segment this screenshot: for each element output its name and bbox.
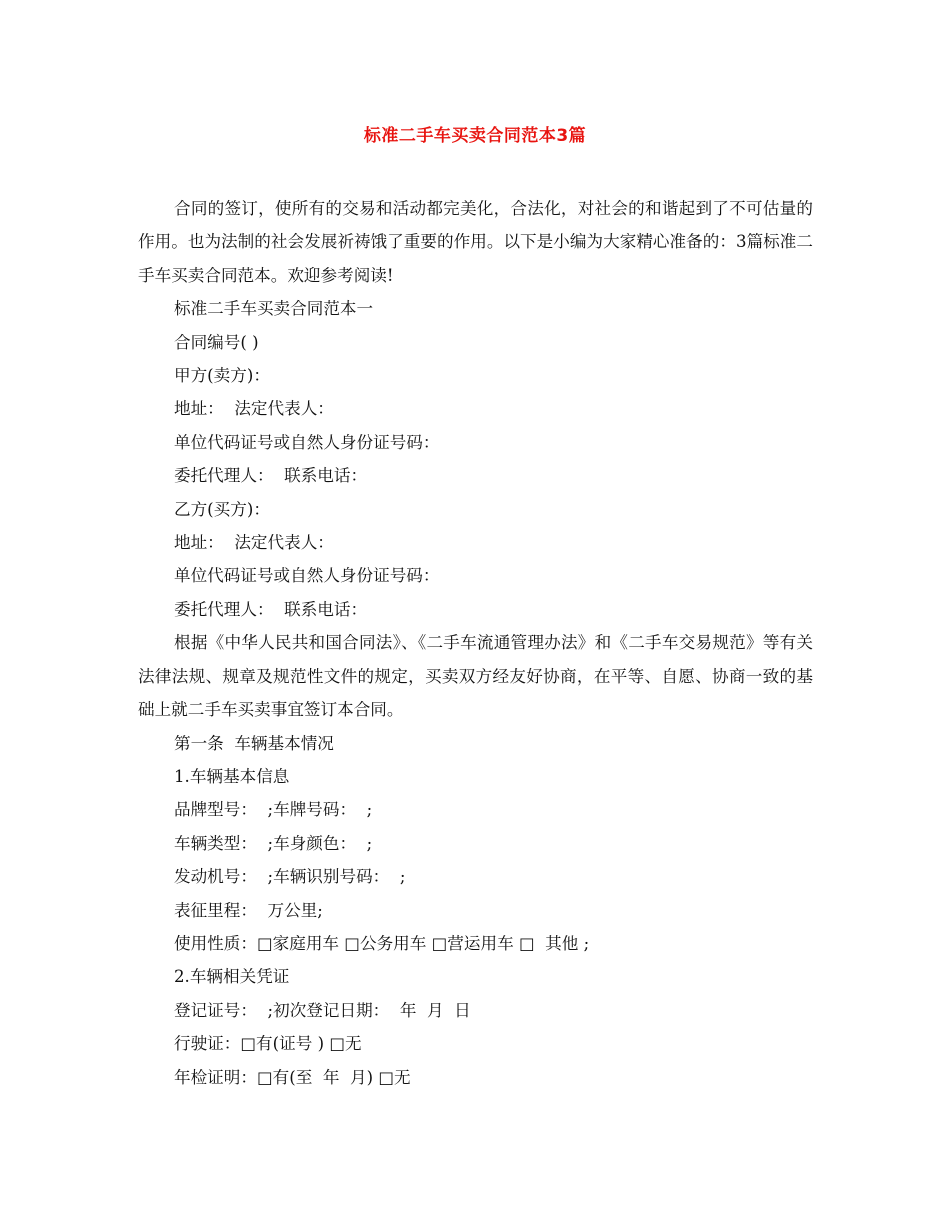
basis-paragraph: 根据《中华人民共和国合同法》、《二手车流通管理办法》和《二手车交易规范》等有关法律法规、规章及规范性文件的规定，买卖双方经友好协商，在平等、自愿、协商一致的基础上就二手车买卖事宜签订本合同。 (138, 633, 813, 720)
brand-plate-line: 品牌型号： ;车牌号码： ; (174, 800, 373, 820)
party-b-agent-line: 委托代理人： 联系电话： (174, 599, 368, 619)
mileage-line: 表征里程： 万公里; (174, 900, 323, 920)
vehicle-documents-heading: 2.车辆相关凭证 (174, 967, 290, 987)
party-b-address-line: 地址： 法定代表人： (174, 533, 334, 553)
party-a-agent-line: 委托代理人： 联系电话： (174, 466, 368, 486)
registration-line: 登记证号： ;初次登记日期： 年 月 日 (174, 1000, 471, 1020)
party-a-address-line: 地址： 法定代表人： (174, 399, 334, 419)
party-a-line: 甲方(卖方)： (174, 366, 270, 386)
party-b-id-line: 单位代码证号或自然人身份证号码： (174, 566, 440, 586)
driving-license-line: 行驶证：□有(证号 ) □无 (174, 1034, 362, 1054)
party-b-line: 乙方(买方)： (174, 499, 270, 519)
document-title: 标准二手车买卖合同范本3篇 (363, 126, 587, 146)
contract-heading: 标准二手车买卖合同范本一 (174, 299, 374, 319)
contract-number-line: 合同编号( ) (174, 332, 259, 352)
document-body (138, 192, 813, 1094)
party-a-id-line: 单位代码证号或自然人身份证号码： (174, 432, 440, 452)
usage-nature-line: 使用性质：□家庭用车 □公务用车 □营运用车 □ 其他 ; (174, 933, 590, 953)
article-one-heading: 第一条 车辆基本情况 (174, 733, 334, 753)
vehicle-info-heading: 1.车辆基本信息 (174, 766, 290, 786)
engine-vin-line: 发动机号： ;车辆识别号码： ; (174, 867, 406, 887)
annual-inspection-line: 年检证明：□有(至 年 月) □无 (174, 1067, 411, 1087)
intro-paragraph: 合同的签订，使所有的交易和活动都完美化，合法化，对社会的和谐起到了不可估量的作用。也为法制的社会发展祈祷饿了重要的作用。以下是小编为大家精心准备的：3篇标准二手车买卖合同范本。欢迎参考阅读! (138, 199, 813, 285)
type-color-line: 车辆类型： ;车身颜色： ; (174, 833, 373, 853)
